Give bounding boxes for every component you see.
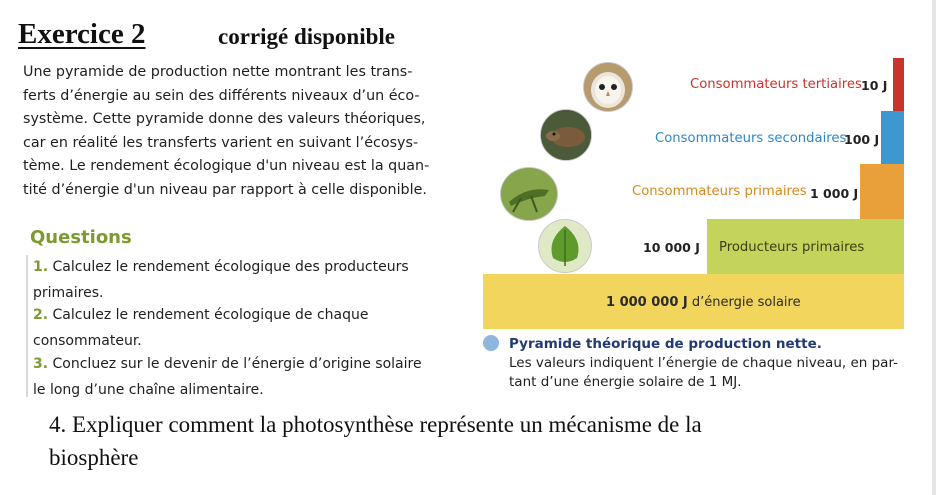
owl-icon <box>584 63 632 111</box>
leaf-icon <box>539 220 591 272</box>
caption-line: Les valeurs indiquent l’énergie de chaque niveau, en par- <box>509 355 899 371</box>
pyramid-step-secondary <box>881 111 904 165</box>
question-4-line: 4. Expliquer comment la photosynthèse représente un mécanisme de la <box>49 412 702 437</box>
caption-line: tant d’une énergie solaire de 1 MJ. <box>509 374 742 390</box>
pyramid-step-primary-consumers <box>860 164 904 220</box>
level-label-secondary: Consommateurs secondaires <box>655 131 847 146</box>
question-4 <box>49 408 909 474</box>
question-4-line: biosphère <box>49 445 139 470</box>
level-label-solar: d’énergie solaire <box>691 295 801 310</box>
question-text: primaires. <box>33 285 104 301</box>
level-value-primary-consumers: 1 000 J <box>810 186 859 201</box>
shrew-photo <box>540 109 592 161</box>
question-number: 2. <box>33 307 49 323</box>
question-text: Calculez le rendement écologique des producteurs <box>52 259 409 275</box>
grasshopper-icon <box>501 168 557 220</box>
intro-line: car en réalité les transferts varient en suivant l’écosys- <box>23 134 419 151</box>
level-label-producers: Producteurs primaires <box>719 240 865 255</box>
intro-line: tité d’énergie d'un niveau par rapport à celle disponible. <box>23 181 427 198</box>
intro-line: Une pyramide de production nette montrant les trans- <box>23 64 413 80</box>
level-value-secondary: 100 J <box>844 132 880 147</box>
pyramid-step-tertiary <box>893 58 904 112</box>
leaf-photo <box>538 219 592 273</box>
figure-caption <box>509 335 909 392</box>
question-number: 3. <box>33 356 49 372</box>
grasshopper-photo <box>500 167 558 221</box>
questions-heading: Questions <box>30 227 132 248</box>
caption-bullet <box>483 335 499 351</box>
intro-line: ferts d’énergie au sein des différents niveaux d’un éco- <box>23 87 420 104</box>
question-3 <box>33 351 453 403</box>
intro-line: système. Cette pyramide donne des valeurs théoriques, <box>23 111 426 127</box>
question-1 <box>33 254 453 306</box>
shrew-icon <box>541 110 591 160</box>
intro-line: tème. Le rendement écologique d'un niveau est la quan- <box>23 158 430 174</box>
intro-paragraph <box>23 61 453 202</box>
question-text: Calculez le rendement écologique de chaque <box>52 307 369 323</box>
question-text: le long d’une chaîne alimentaire. <box>33 382 264 398</box>
question-2 <box>33 302 453 354</box>
level-value-solar: 1 000 000 J <box>606 295 688 310</box>
caption-title: Pyramide théorique de production nette. <box>509 336 822 352</box>
level-solar <box>606 295 801 310</box>
level-label-primary-consumers: Consommateurs primaires <box>632 184 807 199</box>
questions-divider <box>26 255 28 397</box>
question-number: 1. <box>33 259 49 275</box>
owl-photo <box>583 62 633 112</box>
exercise-subtitle: corrigé disponible <box>218 24 395 49</box>
scrollbar[interactable] <box>932 0 936 495</box>
exercise-title: Exercice 2 <box>18 18 146 50</box>
question-text: Concluez sur le devenir de l’énergie d’origine solaire <box>52 356 422 372</box>
level-value-tertiary: 10 J <box>861 78 888 93</box>
level-label-tertiary: Consommateurs tertiaires <box>690 77 862 92</box>
level-value-producers: 10 000 J <box>643 240 700 255</box>
question-text: consommateur. <box>33 333 142 349</box>
